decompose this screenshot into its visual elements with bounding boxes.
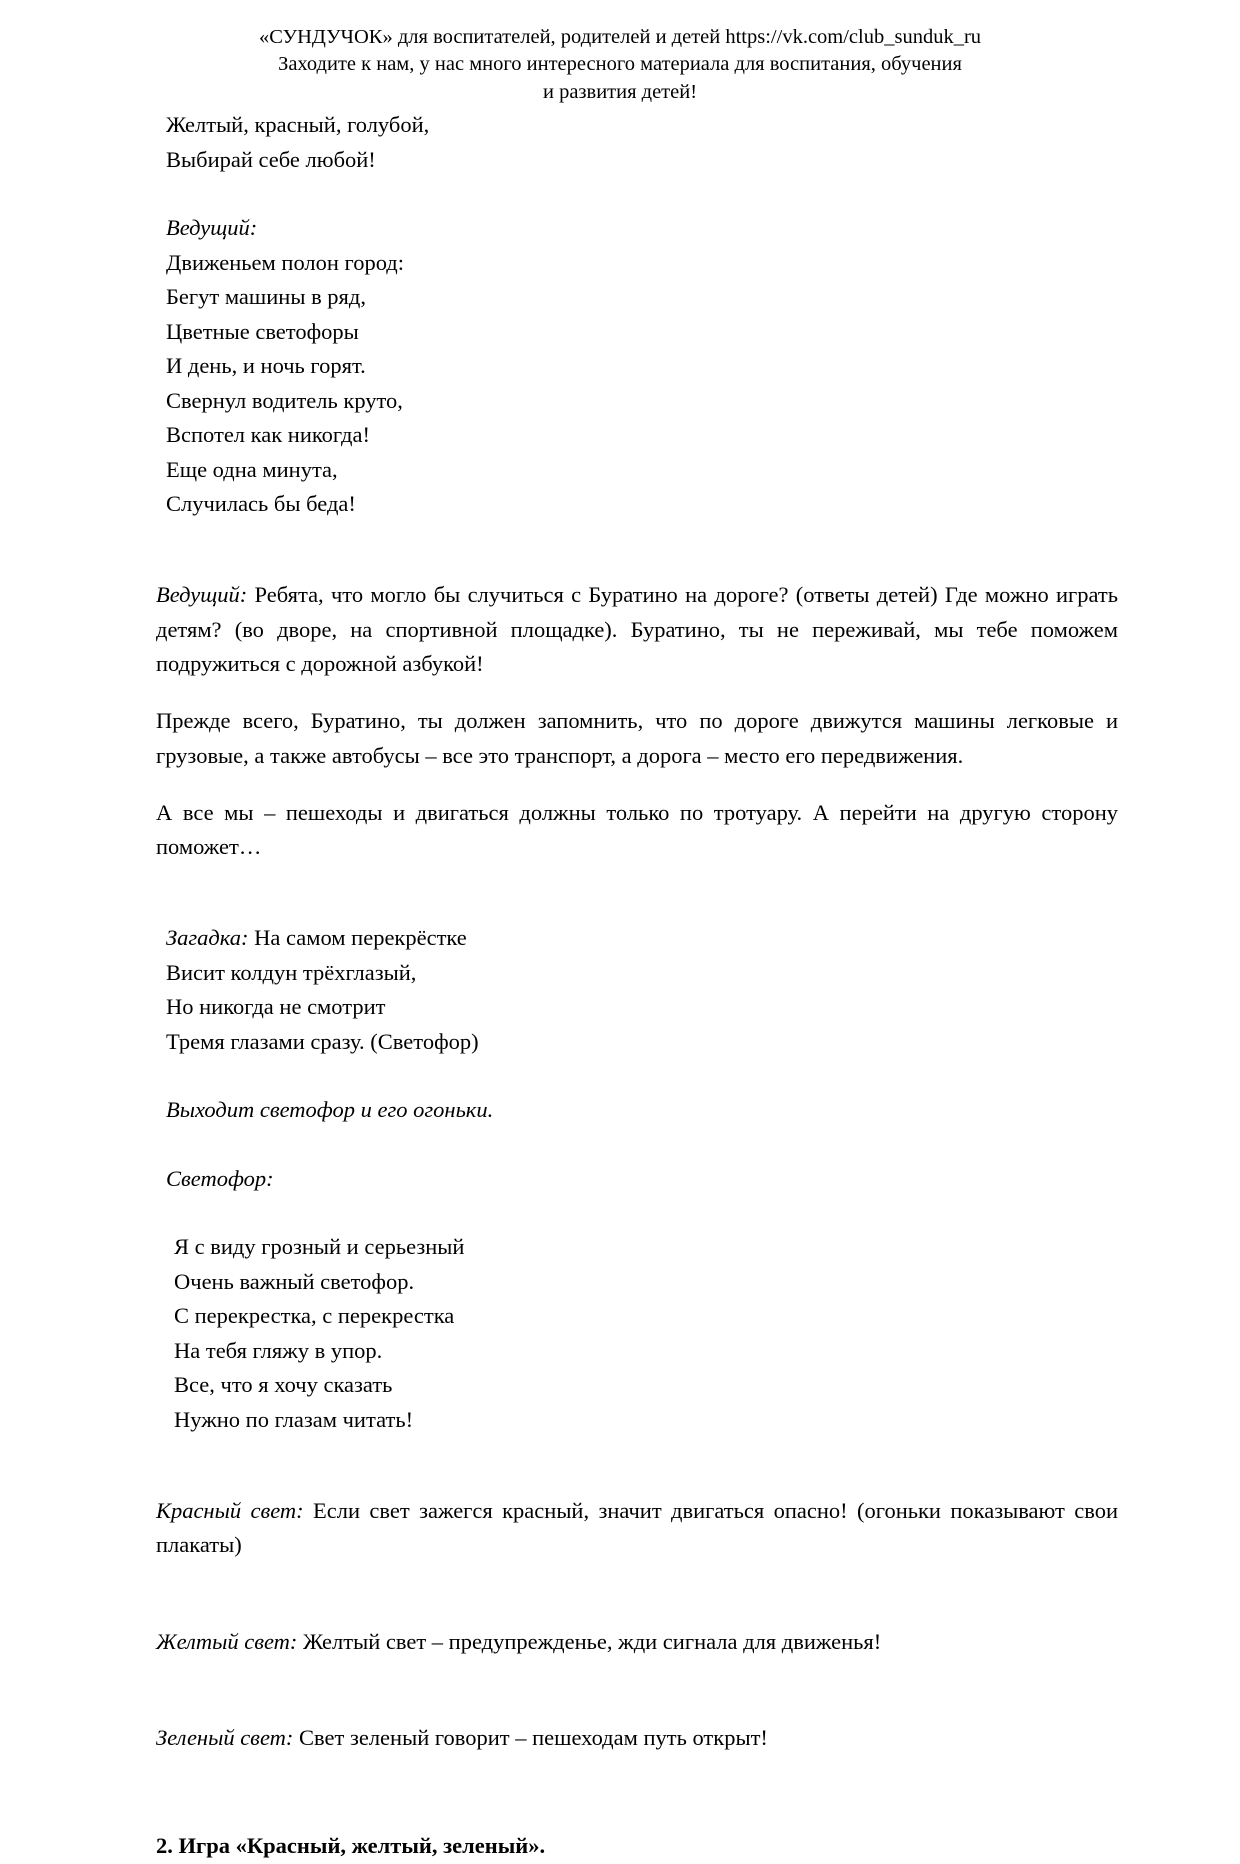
traffic-light-line-6: Нужно по глазам читать!: [174, 1406, 414, 1432]
stage-direction-block: [156, 1093, 1118, 1128]
header-line-2: Заходите к нам, у нас много интересного материала для воспитания, обучения: [278, 53, 962, 76]
host-speech: [156, 578, 1118, 865]
spacer: [156, 177, 1118, 211]
spacer: [156, 1059, 1118, 1093]
light-yellow-label: Желтый свет:: [156, 1628, 298, 1654]
light-red-label: Красный свет:: [156, 1497, 304, 1523]
riddle-line-1-text: На самом перекрёстке: [248, 925, 467, 950]
document-header: [110, 24, 1130, 106]
host-verse-line-5: Свернул водитель круто,: [166, 387, 403, 413]
header-line-3: и развития детей!: [542, 80, 698, 103]
host-verse-line-8: Случилась бы беда!: [166, 491, 356, 516]
host-speech-speaker: Ведущий:: [156, 582, 248, 607]
host-speech-paragraph-1-text: Ребята, что могло бы случиться с Буратино на дороге? (ответы детей) Где можно играть детям? (во дворе, на спортивной площадке). Буратино, ты не переживай, мы тебе поможем подружиться с дорожной азбукой!: [156, 582, 1118, 676]
document-body: [156, 108, 1118, 1864]
host-speech-paragraph-1: [156, 578, 1118, 682]
light-yellow-block: [156, 1625, 1118, 1660]
opening-verse-line-1: Желтый, красный, голубой,: [166, 112, 430, 137]
host-speech-paragraph-2: Прежде всего, Буратино, ты должен запомнить, что по дороге движутся машины легковые и грузовые, а также автобусы – все это транспорт, а дорога – место его передвижения.: [156, 708, 1118, 768]
light-red-block: [156, 1494, 1118, 1563]
host-verse-line-1: Движеньем полон город:: [166, 249, 405, 275]
light-green-label: Зеленый свет:: [156, 1725, 294, 1750]
opening-verse: [156, 108, 1118, 177]
host-verse-line-7: Еще одна минута,: [166, 456, 338, 482]
light-red-text: Если свет зажегся красный, значит двигаться опасно! (огоньки показывают свои плакаты): [156, 1497, 1118, 1557]
opening-verse-line-2: Выбирай себе любой!: [166, 146, 376, 172]
spacer: [156, 1778, 1118, 1812]
spacer: [156, 1812, 1118, 1829]
spacer: [156, 1437, 1118, 1471]
traffic-light-line-1: Я с виду грозный и серьезный: [174, 1234, 465, 1259]
light-green-paragraph: [156, 1721, 1118, 1756]
traffic-light-speaker-block: [156, 1162, 1118, 1197]
riddle-line-1: [166, 921, 1118, 956]
header-line-1: «СУНДУЧОК» для воспитателей, родителей и детей https://vk.com/club_sunduk_ru: [258, 26, 982, 48]
spacer: [156, 1682, 1118, 1699]
spacer: [156, 1128, 1118, 1162]
riddle-line-2: Висит колдун трёхглазый,: [166, 959, 417, 985]
traffic-light-line-4: На тебя гляжу в упор.: [174, 1337, 383, 1363]
host-speech-paragraph-3: А все мы – пешеходы и двигаться должны только по тротуару. А перейти на другую сторону поможет…: [156, 799, 1118, 859]
final-heading-block: [156, 1829, 1118, 1864]
stage-direction: Выходит светофор и его огоньки.: [166, 1097, 494, 1122]
light-yellow-paragraph: [156, 1625, 1118, 1660]
riddle-line-3: Но никогда не смотрит: [166, 994, 386, 1019]
traffic-light-verse: [156, 1230, 1118, 1437]
light-green-block: [156, 1721, 1118, 1756]
traffic-light-speaker: Светофор:: [166, 1165, 274, 1191]
light-yellow-text: Желтый свет – предупрежденье, жди сигнала для движенья!: [297, 1628, 882, 1654]
host-verse: [156, 211, 1118, 522]
riddle-line-4: Тремя глазами сразу. (Светофор): [166, 1028, 479, 1054]
host-verse-line-2: Бегут машины в ряд,: [166, 284, 366, 309]
traffic-light-line-5: Все, что я хочу сказать: [174, 1372, 393, 1397]
host-verse-line-4: И день, и ночь горят.: [166, 353, 366, 378]
spacer: [156, 887, 1118, 921]
riddle-block: [156, 921, 1118, 1059]
spacer: [156, 1585, 1118, 1602]
spacer: [156, 1196, 1118, 1230]
traffic-light-line-3: С перекрестка, с перекрестка: [174, 1303, 455, 1328]
riddle-label: Загадка:: [166, 925, 249, 950]
light-red-paragraph: [156, 1494, 1118, 1563]
traffic-light-line-2: Очень важный светофор.: [174, 1268, 415, 1294]
final-heading: 2. Игра «Красный, желтый, зеленый».: [156, 1833, 546, 1858]
host-verse-speaker: Ведущий:: [166, 215, 258, 240]
spacer: [156, 522, 1118, 556]
host-verse-line-3: Цветные светофоры: [166, 318, 359, 344]
host-verse-line-6: Вспотел как никогда!: [166, 422, 370, 447]
light-green-text: Свет зеленый говорит – пешеходам путь открыт!: [293, 1725, 768, 1750]
